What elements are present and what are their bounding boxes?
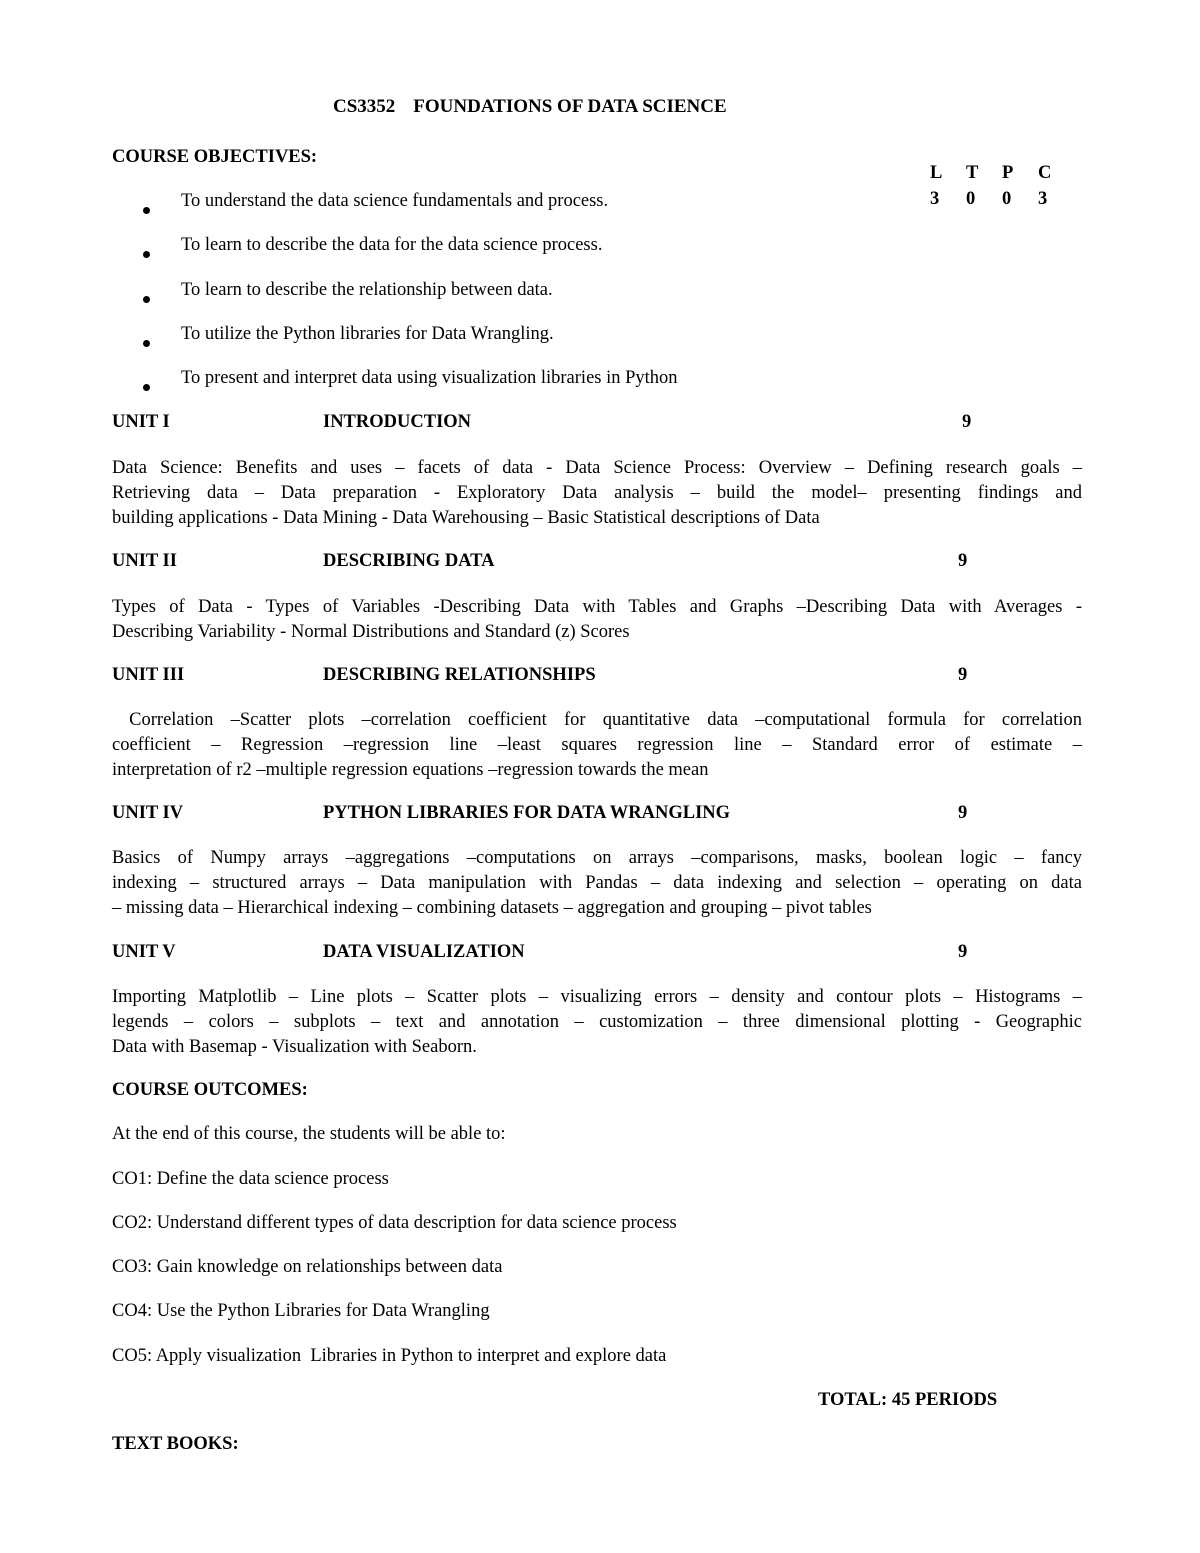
- objective-item: To utilize the Python libraries for Data Wrangling.: [181, 324, 554, 344]
- outcomes-intro: At the end of this course, the students will be able to:: [112, 1124, 506, 1144]
- unit-description: [112, 985, 1082, 1060]
- course-name: FOUNDATIONS OF DATA SCIENCE: [413, 96, 727, 117]
- description-line: Basics of Numpy arrays –aggregations –computations on arrays –comparisons, masks, boolean logic – fancy: [112, 848, 1082, 868]
- outcome-item: CO4: Use the Python Libraries for Data Wrangling: [112, 1301, 490, 1321]
- ltpc-header-t: T: [966, 163, 979, 183]
- ltpc-value-l: 3: [930, 189, 940, 209]
- description-line: Correlation –Scatter plots –correlation coefficient for quantitative data –computational formula for correlation: [112, 710, 1082, 730]
- unit-hours: 9: [958, 803, 968, 823]
- description-line: Describing Variability - Normal Distributions and Standard (z) Scores: [112, 622, 630, 642]
- course-code: CS3352: [333, 96, 396, 117]
- unit-title: DATA VISUALIZATION: [323, 942, 525, 962]
- outcome-item: CO1: Define the data science process: [112, 1169, 389, 1189]
- unit-hours: 9: [962, 412, 972, 432]
- unit-label: UNIT III: [112, 665, 185, 685]
- outcome-item: CO5: Apply visualization Libraries in Python to interpret and explore data: [112, 1346, 667, 1366]
- description-line: Data Science: Benefits and uses – facets of data - Data Science Process: Overview – Defining research goals –: [112, 458, 1082, 478]
- total-periods: TOTAL: 45 PERIODS: [818, 1390, 998, 1410]
- objective-item: To understand the data science fundamentals and process.: [181, 191, 609, 211]
- objective-item: To present and interpret data using visualization libraries in Python: [181, 368, 678, 388]
- unit-description: [112, 456, 1082, 531]
- unit-title: INTRODUCTION: [323, 412, 472, 432]
- unit-hours: 9: [958, 942, 968, 962]
- ltpc-value-p: 0: [1002, 189, 1012, 209]
- ltpc-header-l: L: [930, 163, 943, 183]
- description-line: building applications - Data Mining - Data Warehousing – Basic Statistical descriptions of Data: [112, 508, 820, 528]
- ltpc-header-p: P: [1002, 163, 1014, 183]
- bullet-icon: [143, 332, 150, 353]
- ltpc-headers: [930, 163, 1074, 184]
- unit-title: DESCRIBING RELATIONSHIPS: [323, 665, 596, 685]
- objective-item: To learn to describe the data for the data science process.: [181, 235, 603, 255]
- unit-title: DESCRIBING DATA: [323, 551, 495, 571]
- textbooks-heading: TEXT BOOKS:: [112, 1434, 239, 1454]
- outcome-item: CO3: Gain knowledge on relationships between data: [112, 1257, 503, 1277]
- page-title: [333, 96, 727, 118]
- description-line: legends – colors – subplots – text and annotation – customization – three dimensional plotting - Geographic: [112, 1012, 1082, 1032]
- description-line: Retrieving data – Data preparation - Exploratory Data analysis – build the model– presenting findings and: [112, 483, 1082, 503]
- description-line: Data with Basemap - Visualization with Seaborn.: [112, 1037, 477, 1057]
- ltpc-value-t: 0: [966, 189, 976, 209]
- bullet-icon: [143, 376, 150, 397]
- description-line: Importing Matplotlib – Line plots – Scatter plots – visualizing errors – density and contour plots – Histograms –: [112, 987, 1082, 1007]
- unit-label: UNIT II: [112, 551, 177, 571]
- description-line: indexing – structured arrays – Data manipulation with Pandas – data indexing and selection – operating on data: [112, 873, 1082, 893]
- objectives-heading: COURSE OBJECTIVES:: [112, 147, 318, 167]
- unit-description: [112, 846, 1082, 921]
- unit-label: UNIT I: [112, 412, 170, 432]
- bullet-icon: [143, 243, 150, 264]
- description-line: – missing data – Hierarchical indexing – combining datasets – aggregation and grouping – pivot tables: [112, 898, 872, 918]
- bullet-icon: [143, 199, 150, 220]
- unit-hours: 9: [958, 551, 968, 571]
- unit-title: PYTHON LIBRARIES FOR DATA WRANGLING: [323, 803, 731, 823]
- unit-label: UNIT V: [112, 942, 176, 962]
- objective-item: To learn to describe the relationship between data.: [181, 280, 553, 300]
- ltpc-header-c: C: [1038, 163, 1052, 183]
- unit-description: [112, 708, 1082, 783]
- unit-hours: 9: [958, 665, 968, 685]
- description-line: interpretation of r2 –multiple regression equations –regression towards the mean: [112, 760, 709, 780]
- description-line: Types of Data - Types of Variables -Describing Data with Tables and Graphs –Describing Data with Averages -: [112, 597, 1082, 617]
- outcomes-heading: COURSE OUTCOMES:: [112, 1080, 308, 1100]
- ltpc-value-c: 3: [1038, 189, 1048, 209]
- bullet-icon: [143, 288, 150, 309]
- unit-description: [112, 595, 1082, 645]
- unit-label: UNIT IV: [112, 803, 184, 823]
- outcome-item: CO2: Understand different types of data description for data science process: [112, 1213, 677, 1233]
- ltpc-values: [930, 189, 1074, 210]
- description-line: coefficient – Regression –regression line –least squares regression line – Standard error of estimate –: [112, 735, 1082, 755]
